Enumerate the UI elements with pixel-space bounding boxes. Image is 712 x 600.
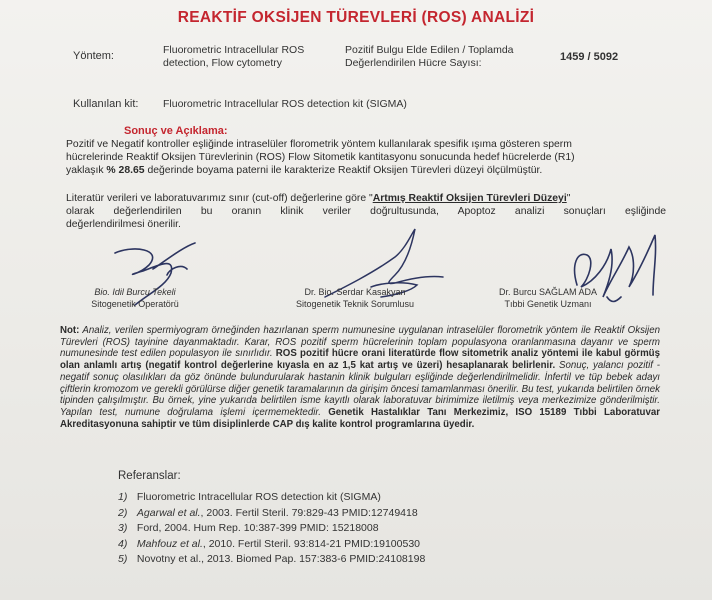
result-line [66, 164, 666, 177]
reference-number: 1) [118, 491, 128, 503]
literature-line: olarak değerlendirilen bu oranın klinik veriler doğrultusunda, Apoptoz analizi sonuçları eşliğinde [66, 206, 666, 217]
report-title: REAKTİF OKSİJEN TÜREVLERİ (ROS) ANALİZİ [177, 9, 535, 26]
reference-item [118, 506, 598, 522]
result-percent: % 28.65 [106, 165, 145, 176]
result-heading: Sonuç ve Açıklama: [124, 125, 228, 137]
method-label: Yöntem: [73, 50, 114, 62]
signature-role: Sitogenetik Operatörü [91, 299, 179, 309]
reference-text: Fluorometric Intracellular ROS detection kit (SIGMA) [136, 491, 381, 503]
reference-number: 3) [118, 522, 128, 535]
method-value [163, 44, 304, 70]
result-line3-post: değerinde boyama paterni ile karakterize Reaktif Oksijen Türevleri düzeyi ölçülmüştür. [144, 165, 543, 176]
note-label: Not: [60, 325, 80, 336]
result-line: hücrelerinde Reaktif Oksijen Türevlerinin (ROS) Flow Sitometik kantitasyonu sonucunda hedef hücrelerde (R1) [66, 152, 575, 163]
result-line3-pre: yaklaşık [66, 165, 107, 176]
signature-block [463, 286, 633, 310]
reference-text: , 2010. Fertil Steril. 93:814-21 PMID:19100530 [202, 537, 421, 550]
result-paragraph [66, 138, 666, 177]
note-paragraph [60, 325, 660, 430]
literature-line1-post: " [566, 193, 571, 204]
literature-highlight: Artmış Reaktif Oksijen Türevleri Düzeyi [372, 193, 567, 204]
signature-name: Bio. Idil Burcu Tekeli [94, 287, 176, 297]
reference-authors: Agarwal et al. [136, 506, 201, 519]
signature-role: Sitogenetik Teknik Sorumlusu [296, 299, 414, 309]
reference-number: 2) [118, 506, 128, 519]
cell-count-label [345, 44, 514, 70]
note-text: Analiz, verilen spermiyogram örneğinden hazırlanan sperm numunesine uygulanan intraselüler florometrik yöntem ile Reaktif Oksijen Türevleri (ROS) tayinine dayanmaktadır. Karar, ROS pozitif sperm hücrelerinin toplam populasyona oranlanmasına dayanır ve sperm numunesinde test edilen populasyon ile sınırlıdır. [60, 325, 660, 360]
signature-name: Dr. Bio. Serdar Kasakyan [304, 287, 406, 297]
reference-number: 5) [118, 553, 128, 566]
reference-item [118, 521, 598, 537]
literature-line: değerlendirilmesi önerilir. [66, 219, 181, 230]
reference-item [118, 490, 598, 506]
signature-scribbles [55, 225, 695, 325]
signature-block [55, 286, 215, 310]
literature-line [66, 192, 666, 205]
result-line: Pozitif ve Negatif kontroller eşliğinde intraselüler florometrik yöntem kullanılarak spesifik ışıma gösteren sperm [66, 139, 572, 150]
references-list [118, 490, 598, 568]
reference-item [118, 537, 598, 553]
references-heading: Referanslar: [118, 470, 181, 482]
note-emphasis: ROS pozitif hücre orani literatürde flow sitometrik analiz yöntemi ile kabul görmüş olan anlamlı artış (negatif kontrol değerlerine kıyasla en az 1,5 kat artış ve üzeri) hesaplanarak belirlenir. [60, 348, 660, 372]
reference-text: , 2003. Fertil Steril. 79:829-43 PMID:12749418 [200, 506, 418, 519]
note-text: Sonuç, yalancı pozitif -negatif sonuç olasılıkları da göz önünde bulundurularak hastanin klinik bulguları eşliğinde değerlendirilmelidir. İnfertil ve tüp bebek adayı çiftlerin kromozom ve gerekli görülürse diğer genetik taramalarının da girişim öncesi tamamlanması önerilir. Bu test, yukarıda belirtilen örnek tipinden çalışılmıştır. Bu örnek, yine yukarıda belirtilen isme kayıtlı olarak laboratuvar birimimize iletilmiş veya merkezimize gönderilmiştir. Yapılan test, numune doğrulama işlemi içermemektedir. [60, 360, 660, 418]
kit-label: Kullanılan kit: [73, 98, 139, 110]
reference-authors: Mahfouz et al. [136, 537, 203, 550]
cell-count-label-line1: Pozitif Bulgu Elde Edilen / Toplamda [345, 44, 514, 56]
literature-line1-pre: Literatür verileri ve laboratuvarımız sınır (cut-off) değerlerine göre " [66, 193, 373, 204]
signature-block [270, 286, 440, 310]
cell-count-label-line2: Değerlendirilen Hücre Sayısı: [345, 57, 482, 69]
reference-text: Ford, 2004. Hum Rep. 10:387-399 PMID: 15218008 [136, 522, 379, 535]
reference-item [118, 552, 598, 568]
reference-number: 4) [118, 537, 128, 550]
signature-name: Dr. Burcu SAĞLAM ADA [498, 287, 598, 297]
kit-value: Fluorometric Intracellular ROS detection kit (SIGMA) [163, 98, 407, 110]
note-accreditation: Genetik Hastalıklar Tanı Merkezimiz, ISO 15189 Tıbbi Laboratuvar Akreditasyonuna sahiptir ve tüm disiplinlerde CAP dış kalite kontrol programlarına üyedir. [60, 406, 661, 430]
cell-count-value: 1459 / 5092 [560, 51, 619, 63]
reference-text: Novotny et al., 2013. Biomed Pap. 157:383-6 PMID:24108198 [136, 553, 426, 566]
signature-role: Tıbbi Genetik Uzmanı [504, 299, 592, 309]
method-value-line2: detection, Flow cytometry [163, 57, 283, 69]
method-value-line1: Fluorometric Intracellular ROS [163, 44, 305, 56]
